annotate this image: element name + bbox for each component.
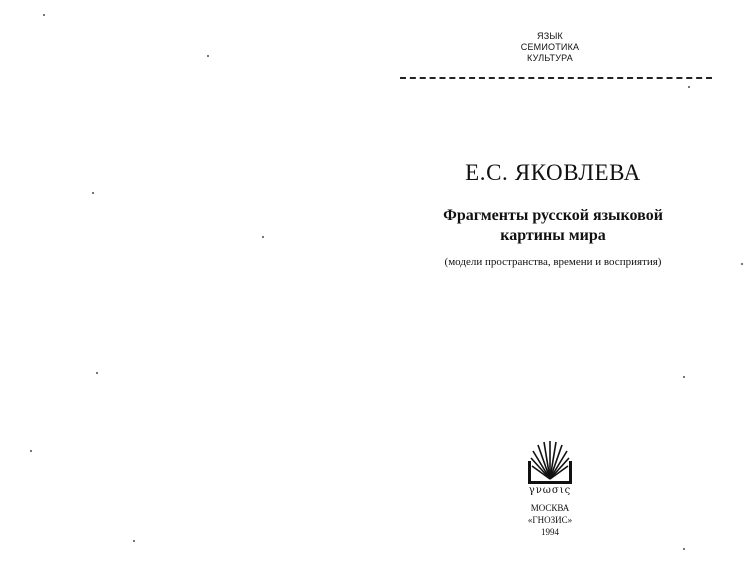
scan-speck bbox=[30, 450, 32, 452]
scan-speck bbox=[688, 86, 690, 88]
scan-speck bbox=[741, 263, 743, 265]
scan-speck bbox=[133, 540, 135, 542]
scan-speck bbox=[92, 192, 94, 194]
book-title-line-2: картины мира bbox=[500, 227, 606, 244]
scan-speck bbox=[683, 548, 685, 550]
open-book-logo-icon bbox=[526, 437, 574, 485]
book-title-line-1: Фрагменты русской языковой bbox=[443, 207, 663, 224]
series-line-3: КУЛЬТУРА bbox=[527, 53, 573, 63]
publisher-city: МОСКВА bbox=[530, 503, 570, 513]
scan-speck bbox=[96, 372, 98, 374]
publisher-logo-word: γνωσις bbox=[528, 485, 572, 496]
scan-speck bbox=[262, 236, 264, 238]
series-line-2: СЕМИОТИКА bbox=[520, 42, 580, 52]
series-name bbox=[505, 31, 595, 64]
book-subtitle: (модели пространства, времени и восприятия) bbox=[444, 256, 662, 268]
author-name: Е.С. ЯКОВЛЕВА bbox=[465, 160, 641, 185]
scan-speck bbox=[683, 376, 685, 378]
scan-speck bbox=[207, 55, 209, 57]
publisher-name: «ГНОЗИС» bbox=[527, 515, 573, 525]
dashed-divider bbox=[400, 77, 712, 79]
publisher-imprint bbox=[510, 502, 590, 538]
series-line-1: ЯЗЫК bbox=[537, 31, 563, 41]
book-title bbox=[412, 206, 694, 246]
scan-speck bbox=[43, 14, 45, 16]
publication-year: 1994 bbox=[541, 527, 559, 537]
